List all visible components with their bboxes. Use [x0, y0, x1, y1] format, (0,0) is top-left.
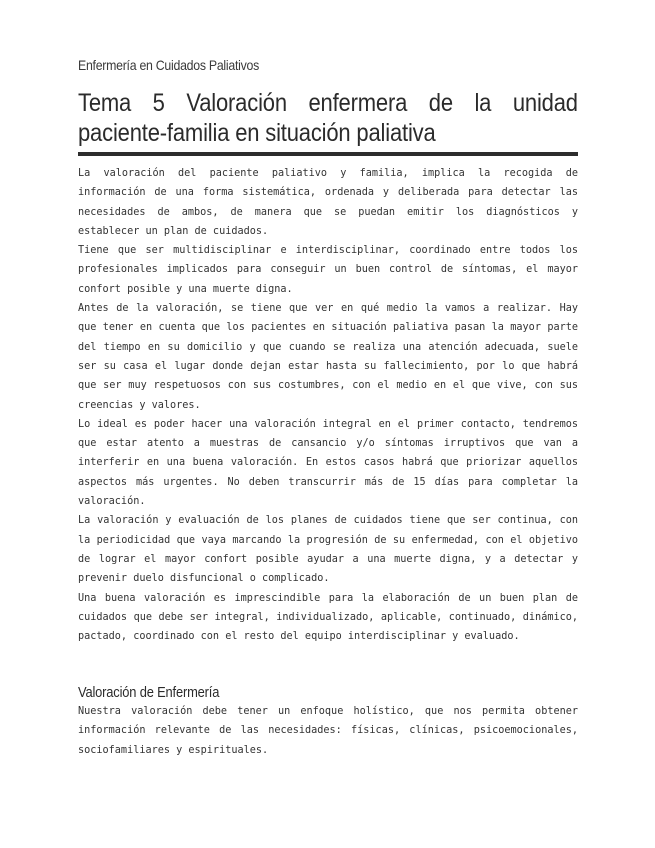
title-divider	[78, 152, 578, 156]
paragraph: La valoración del paciente paliativo y familia, implica la recogida de información de una forma sistemática, ordenada y deliberada para detectar las necesidades de ambos, de manera que se puedan emitir los diagnósticos y establecer un plan de cuidados.	[78, 168, 578, 237]
page-title: Tema 5 Valoración enfermera de la unidad paciente-familia en situación paliativa	[78, 89, 578, 147]
paragraph: La valoración y evaluación de los planes de cuidados tiene que ser continua, con la periodicidad que vaya marcando la progresión de su enfermedad, con el objetivo de lograr el mayor confort posible ayudar a una muerte digna, y a detectar y prevenir duelo disfuncional o complicado.	[78, 515, 578, 585]
body-text	[78, 164, 578, 646]
paragraph: Lo ideal es poder hacer una valoración integral en el primer contacto, tendremos que estar atento a muestras de cansancio y/o síntomas irruptivos que van a interferir en una buena valoración. En estos casos habrá que priorizar aquellos aspectos más urgentes. No deben transcurrir más de 15 días para completar la valoración.	[78, 418, 578, 508]
section-text	[78, 702, 578, 760]
course-subject: Enfermería en Cuidados Paliativos	[78, 57, 259, 73]
paragraph: Una buena valoración es imprescindible para la elaboración de un buen plan de cuidados que debe ser integral, individualizado, aplicable, continuado, dinámico, pactado, coordinado con el resto del equipo interdisciplinar y evaluado.	[78, 592, 578, 643]
paragraph: Tiene que ser multidisciplinar e interdisciplinar, coordinado entre todos los profesionales implicados para conseguir un buen control de síntomas, el mayor confort posible y una muerte digna.	[78, 245, 578, 295]
paragraph: Antes de la valoración, se tiene que ver en qué medio la vamos a realizar. Hay que tener en cuenta que los pacientes en situación paliativa pasan la mayor parte del tiempo en su domicilio y que cuando se realiza una atención adecuada, suele ser su casa el lugar donde dejan estar hasta su fallecimiento, por lo que habrá que ser muy respetuosos con sus costumbres, con el medio en el que vive, con sus creencias y valores.	[78, 303, 578, 411]
paragraph: Nuestra valoración debe tener un enfoque holístico, que nos permita obtener información relevante de las necesidades: físicas, clínicas, psicoemocionales, sociofamiliares y espirituales.	[78, 706, 578, 756]
section-heading: Valoración de Enfermería	[78, 684, 220, 701]
